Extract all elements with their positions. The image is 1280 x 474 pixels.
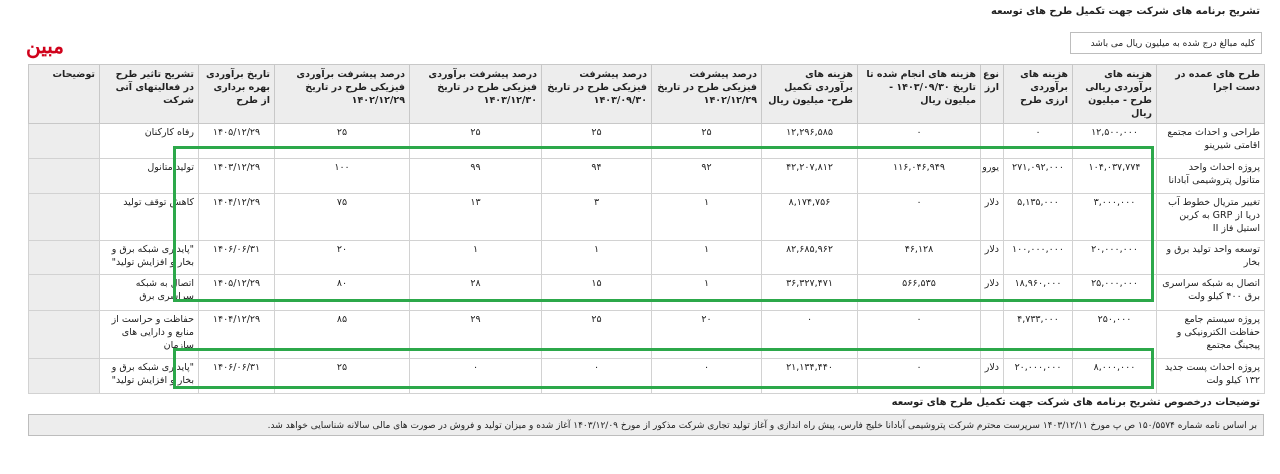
header-cell: توضیحات <box>29 65 100 124</box>
rial-cost-cell: ۸,۰۰۰,۰۰۰ <box>1073 359 1157 394</box>
spent-cost-cell: ۰ <box>858 359 981 394</box>
completion-cost-cell: ۰ <box>762 311 858 359</box>
table-row <box>29 241 1265 275</box>
table-row <box>29 159 1265 194</box>
impact-cell: اتصال به شبکه سراسری برق <box>100 275 199 311</box>
currency-cell: دلار <box>981 359 1004 394</box>
amount-note: کلیه مبالغ درج شده به میلیون ریال می باشد <box>1070 32 1262 54</box>
fx-cost-cell: ۴,۷۳۳,۰۰۰ <box>1004 311 1073 359</box>
operation-date-cell: ۱۴۰۶/۰۶/۳۱ <box>199 241 275 275</box>
progress-1402-cell: ۱ <box>652 241 762 275</box>
impact-cell: "پایداری شبکه برق و بخار و افزایش تولید" <box>100 241 199 275</box>
fx-cost-cell: ۱۰۰,۰۰۰,۰۰۰ <box>1004 241 1073 275</box>
project-name-cell: تغییر متریال خطوط آب دریا از GRP به کربن استیل فاز II <box>1157 194 1265 241</box>
currency-cell: دلار <box>981 194 1004 241</box>
progress-1403-09-cell: ۲۵ <box>542 311 652 359</box>
progress-1403-09-cell: ۹۴ <box>542 159 652 194</box>
header-cell: هزینه های برآوردی ریالی طرح - میلیون ریال <box>1073 65 1157 124</box>
progress-1402-cell: ۱ <box>652 275 762 311</box>
est-progress-1403-cell: ۱ <box>410 241 542 275</box>
progress-1403-09-cell: ۳ <box>542 194 652 241</box>
est-progress-1402-cell: ۲۵ <box>275 359 410 394</box>
rial-cost-cell: ۲۵,۰۰۰,۰۰۰ <box>1073 275 1157 311</box>
header-cell: هزینه های برآوردی ارزی طرح <box>1004 65 1073 124</box>
fx-cost-cell: ۰ <box>1004 124 1073 159</box>
currency-cell: یورو <box>981 159 1004 194</box>
notes-cell[interactable] <box>29 124 100 159</box>
impact-cell: کاهش توقف تولید <box>100 194 199 241</box>
est-progress-1403-cell: ۲۹ <box>410 311 542 359</box>
header-cell: درصد پیشرفت برآوردی فیزیکی طرح در تاریخ ۱۴۰۳/۱۲/۳۰ <box>410 65 542 124</box>
rial-cost-cell: ۲۵۰,۰۰۰ <box>1073 311 1157 359</box>
operation-date-cell: ۱۴۰۶/۰۶/۳۱ <box>199 359 275 394</box>
est-progress-1402-cell: ۱۰۰ <box>275 159 410 194</box>
progress-1402-cell: ۲۵ <box>652 124 762 159</box>
progress-1402-cell: ۹۲ <box>652 159 762 194</box>
table-row <box>29 311 1265 359</box>
fx-cost-cell: ۲۰,۰۰۰,۰۰۰ <box>1004 359 1073 394</box>
spent-cost-cell: ۰ <box>858 194 981 241</box>
currency-cell: دلار <box>981 241 1004 275</box>
page-title: تشریح برنامه های شرکت جهت تکمیل طرح های توسعه <box>991 6 1260 17</box>
spent-cost-cell: ۵۶۶,۵۳۵ <box>858 275 981 311</box>
currency-cell <box>981 311 1004 359</box>
spent-cost-cell: ۱۱۶,۰۴۶,۹۴۹ <box>858 159 981 194</box>
est-progress-1402-cell: ۸۵ <box>275 311 410 359</box>
est-progress-1403-cell: ۲۵ <box>410 124 542 159</box>
project-name-cell: پروژه احداث پست جدید ۱۳۲ کیلو ولت <box>1157 359 1265 394</box>
project-name-cell: طراحی و احداث مجتمع اقامتی شیرینو <box>1157 124 1265 159</box>
est-progress-1402-cell: ۸۰ <box>275 275 410 311</box>
progress-1402-cell: ۲۰ <box>652 311 762 359</box>
table-row <box>29 359 1265 394</box>
notes-cell[interactable] <box>29 311 100 359</box>
brand-logo: مبین <box>26 34 65 58</box>
operation-date-cell: ۱۴۰۳/۱۲/۲۹ <box>199 159 275 194</box>
fx-cost-cell: ۱۸,۹۶۰,۰۰۰ <box>1004 275 1073 311</box>
rial-cost-cell: ۱۰۴,۰۳۷,۷۷۴ <box>1073 159 1157 194</box>
operation-date-cell: ۱۴۰۴/۱۲/۲۹ <box>199 311 275 359</box>
currency-cell: دلار <box>981 275 1004 311</box>
progress-1402-cell: ۰ <box>652 359 762 394</box>
est-progress-1403-cell: ۱۳ <box>410 194 542 241</box>
progress-1402-cell: ۱ <box>652 194 762 241</box>
header-cell: درصد پیشرفت فیزیکی طرح در تاریخ ۱۴۰۳/۰۹/۳۰ <box>542 65 652 124</box>
table-row <box>29 194 1265 241</box>
project-name-cell: توسعه واحد تولید برق و بخار <box>1157 241 1265 275</box>
est-progress-1403-cell: ۹۹ <box>410 159 542 194</box>
operation-date-cell: ۱۴۰۵/۱۲/۲۹ <box>199 275 275 311</box>
header-cell: تشریح تاثیر طرح در فعالیتهای آتی شرکت <box>100 65 199 124</box>
description-title: توضیحات درخصوص تشریح برنامه های شرکت جهت تکمیل طرح های توسعه <box>891 397 1260 408</box>
table-row <box>29 275 1265 311</box>
header-cell: نوع ارز <box>981 65 1004 124</box>
project-name-cell: پروژه احداث واحد متانول پتروشیمی آبادانا <box>1157 159 1265 194</box>
impact-cell: "پایداری شبکه برق و بخار و افزایش تولید" <box>100 359 199 394</box>
project-name-cell: اتصال به شبکه سراسری برق ۴۰۰ کیلو ولت <box>1157 275 1265 311</box>
progress-1403-09-cell: ۱ <box>542 241 652 275</box>
header-cell: تاریخ برآوردی بهره برداری از طرح <box>199 65 275 124</box>
impact-cell: رفاه کارکنان <box>100 124 199 159</box>
currency-cell <box>981 124 1004 159</box>
spent-cost-cell: ۰ <box>858 124 981 159</box>
est-progress-1402-cell: ۲۰ <box>275 241 410 275</box>
completion-cost-cell: ۴۲,۲۰۷,۸۱۲ <box>762 159 858 194</box>
est-progress-1403-cell: ۰ <box>410 359 542 394</box>
impact-cell: حفاظت و حراست از منابع و دارایی های سازمان <box>100 311 199 359</box>
completion-cost-cell: ۸,۱۷۴,۷۵۶ <box>762 194 858 241</box>
rial-cost-cell: ۱۲,۵۰۰,۰۰۰ <box>1073 124 1157 159</box>
progress-1403-09-cell: ۲۵ <box>542 124 652 159</box>
development-plans-table <box>28 64 1265 394</box>
impact-cell: تولید متانول <box>100 159 199 194</box>
fx-cost-cell: ۲۷۱,۰۹۲,۰۰۰ <box>1004 159 1073 194</box>
description-text: بر اساس نامه شماره ۱۵۰/۵۵۷۴ ص پ مورخ ۱۴۰۳/۱۲/۱۱ سرپرست محترم شرکت پتروشیمی آبادانا خلیج فارس، پیش راه اندازی و آغاز تولید تجاری شرکت مذکور از مورخ ۱۴۰۳/۱۲/۰۹ آغاز شده و میزان تولید و فروش در صورت های مالی سالانه شناسایی خواهد شد. <box>28 414 1264 436</box>
rial-cost-cell: ۲۰,۰۰۰,۰۰۰ <box>1073 241 1157 275</box>
table-header-row <box>29 65 1265 124</box>
completion-cost-cell: ۳۶,۳۲۷,۴۷۱ <box>762 275 858 311</box>
rial-cost-cell: ۳,۰۰۰,۰۰۰ <box>1073 194 1157 241</box>
header-cell: درصد پیشرفت برآوردی فیزیکی طرح در تاریخ ۱۴۰۲/۱۲/۲۹ <box>275 65 410 124</box>
fx-cost-cell: ۵,۱۳۵,۰۰۰ <box>1004 194 1073 241</box>
notes-cell[interactable] <box>29 359 100 394</box>
completion-cost-cell: ۱۲,۲۹۶,۵۸۵ <box>762 124 858 159</box>
header-cell: درصد پیشرفت فیزیکی طرح در تاریخ ۱۴۰۲/۱۲/۲۹ <box>652 65 762 124</box>
notes-cell[interactable] <box>29 241 100 275</box>
header-cell: طرح های عمده در دست اجرا <box>1157 65 1265 124</box>
spent-cost-cell: ۴۶,۱۲۸ <box>858 241 981 275</box>
est-progress-1402-cell: ۲۵ <box>275 124 410 159</box>
progress-1403-09-cell: ۱۵ <box>542 275 652 311</box>
notes-cell[interactable] <box>29 159 100 194</box>
header-cell: هزینه های برآوردی تکمیل طرح- میلیون ریال <box>762 65 858 124</box>
header-cell: هزینه های انجام شده تا تاریخ ۱۴۰۳/۰۹/۳۰ - میلیون ریال <box>858 65 981 124</box>
progress-1403-09-cell: ۰ <box>542 359 652 394</box>
operation-date-cell: ۱۴۰۵/۱۲/۲۹ <box>199 124 275 159</box>
completion-cost-cell: ۸۲,۶۸۵,۹۶۲ <box>762 241 858 275</box>
notes-cell[interactable] <box>29 194 100 241</box>
notes-cell[interactable] <box>29 275 100 311</box>
est-progress-1403-cell: ۲۸ <box>410 275 542 311</box>
spent-cost-cell: ۰ <box>858 311 981 359</box>
operation-date-cell: ۱۴۰۴/۱۲/۲۹ <box>199 194 275 241</box>
project-name-cell: پروژه سیستم جامع حفاظت الکترونیکی و پیجینگ مجتمع <box>1157 311 1265 359</box>
est-progress-1402-cell: ۷۵ <box>275 194 410 241</box>
table-row <box>29 124 1265 159</box>
completion-cost-cell: ۲۱,۱۳۴,۴۴۰ <box>762 359 858 394</box>
